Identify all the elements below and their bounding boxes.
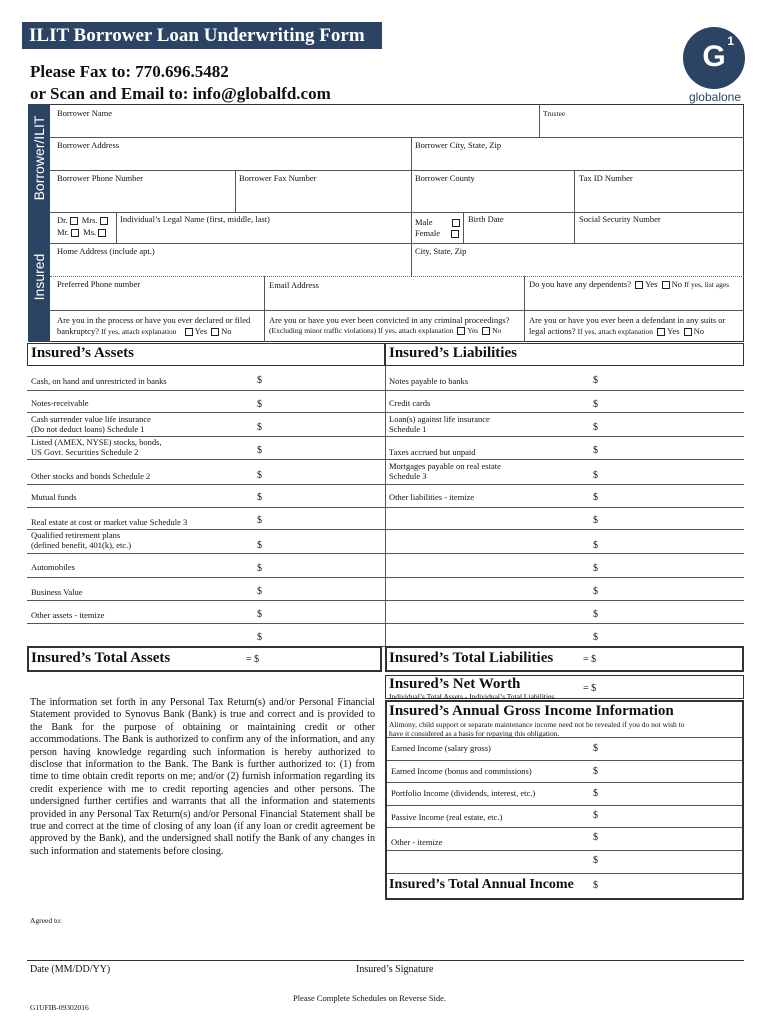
divider [387,850,742,851]
liability-mortgages-2: Schedule 3 [389,471,427,481]
liability-dollar[interactable]: $ [593,375,598,386]
income-dollar[interactable]: $ [593,810,598,821]
divider [411,137,412,170]
trustee-label[interactable]: Trustee [543,109,566,118]
divider [385,366,386,646]
logo-sub: 1 [727,34,734,48]
side-label-insured-text: Insured [31,253,47,301]
title-mrs: Mrs. [81,215,98,225]
bankruptcy-no-checkbox[interactable] [211,328,219,336]
convicted-question-line2 [269,326,501,335]
net-worth-formula: Individual’s Total Assets - Individual’s Total Liabilities [389,692,555,701]
income-dollar[interactable]: $ [593,766,598,777]
form-title: ILIT Borrower Loan Underwriting Form [22,22,382,49]
asset-listed-stocks-2: US Govt. Securities Schedule 2 [31,447,139,457]
divider [387,873,742,874]
defendant-question-line2 [529,326,704,336]
female-label: Female [415,228,441,238]
convicted-text: (Excluding minor traffic violations) [269,326,377,335]
title-mr: Mr. [57,227,70,237]
total-assets-label: Insured’s Total Assets [31,650,171,666]
date-label: Date (MM/DD/YY) [30,964,111,975]
asset-dollar[interactable]: $ [257,375,262,386]
asset-business-value: Business Value [31,587,83,597]
bankruptcy-question-line1: Are you in the process or have you ever declared or filed [57,315,251,325]
divider [411,212,412,276]
income-portfolio: Portfolio Income (dividends, interest, etc.) [391,788,536,798]
defendant-no-label: No [693,326,705,336]
asset-other: Other assets - itemize [31,610,105,620]
borrower-city-label[interactable]: Borrower City, State, Zip [415,140,502,150]
disclosure-paragraph: The information set forth in any Personal Tax Return(s) and/or Personal Financial Statement provided to Synovus Bank (Bank) is true and correct and is provided to the Bank for the purpose of obtaining or maintaining credit or other accommodations. The Bank is authorized to confirm any of the information, and any person having knowledge regarding such information is hereby authorized to disclose that information to the Bank. The Bank is further authorized to: (1) from time to time obtain credit reports on me; and/or (2) furnish information regarding its credit experience with me to credit reporting agencies and other persons. The undersigned further certifies and warrants that all the information and statements provided in any Personal Tax Return(s) and/or Personal Financial Statement shall be true and correct at the time of closing of any loan (if any loan or credit agreement be approved by the Bank), and the undersigned shall notify the Bank of any changes in such information and statements before closing. [30,697,375,857]
income-dollar[interactable]: $ [593,743,598,754]
income-dollar[interactable]: $ [593,855,598,866]
liability-dollar[interactable]: $ [593,540,598,551]
convicted-explain: If yes, attach explanation [378,326,454,335]
female-option [415,228,461,238]
defendant-explain: If yes, attach explanation [577,327,654,336]
liability-dollar[interactable]: $ [593,445,598,456]
convicted-no-label: No [492,326,502,335]
title-ms: Ms. [83,227,97,237]
borrower-county-label[interactable]: Borrower County [415,173,475,183]
title-dr-mrs [57,215,110,225]
income-passive: Passive Income (real estate, etc.) [391,812,503,822]
divider [411,170,412,212]
mrs-checkbox[interactable] [100,217,108,225]
divider [50,276,744,277]
dependents-note: If yes, list ages [684,280,730,289]
male-checkbox[interactable] [452,219,460,227]
borrower-name-label[interactable]: Borrower Name [57,108,112,118]
liability-dollar[interactable]: $ [593,586,598,597]
title-mr-ms [57,227,108,237]
total-liabilities-value[interactable]: = $ [583,654,597,665]
borrower-fax-label[interactable]: Borrower Fax Number [239,173,317,183]
insured-city-label[interactable]: City, State, Zip [415,246,467,256]
liability-dollar[interactable]: $ [593,632,598,643]
asset-cash-surrender-2: (Do not deduct loans) Schedule 1 [31,424,145,434]
divider [574,212,575,243]
divider [50,243,744,244]
divider [387,805,742,806]
bankruptcy-no-label: No [221,326,232,336]
form-code: G1UFIB-09302016 [30,1003,89,1012]
logo-text: globalone [688,90,742,104]
reverse-side-note: Please Complete Schedules on Reverse Side. [293,993,446,1003]
legal-name-label[interactable]: Individual’s Legal Name (first, middle, last) [120,214,270,224]
asset-mutual-funds: Mutual funds [31,492,77,502]
fax-instructions: Please Fax to: 770.696.5482 [30,62,229,81]
side-label-borrower-text: Borrower/ILIT [31,115,47,201]
asset-real-estate: Real estate at cost or market value Schedule 3 [31,517,188,527]
divider [574,170,575,212]
liability-dollar[interactable]: $ [593,563,598,574]
income-earned-bonus: Earned Income (bonus and commissions) [391,766,532,776]
divider [524,276,525,342]
liability-mortgages: Mortgages payable on real estate [389,461,501,471]
liability-taxes: Taxes accrued but unpaid [389,447,476,457]
bankruptcy-explain: If yes, attach explanation [101,327,177,336]
asset-dollar[interactable]: $ [257,540,262,551]
asset-listed-stocks: Listed (AMEX, NYSE) stocks, bonds, [31,437,162,447]
preferred-phone-label[interactable]: Preferred Phone number [57,279,141,289]
convicted-yes-checkbox[interactable] [457,327,465,335]
asset-cash-surrender: Cash surrender value life insurance [31,414,151,424]
borrower-phone-label[interactable]: Borrower Phone Number [57,173,143,183]
defendant-yes-label: Yes [667,326,680,336]
liability-dollar[interactable]: $ [593,470,598,481]
liability-other: Other liabilities - itemize [389,492,475,502]
bankruptcy-yes-checkbox[interactable] [185,328,193,336]
male-option [415,217,462,227]
signature-label: Insured’s Signature [356,964,434,975]
email-address-label[interactable]: Email Address [269,280,319,290]
total-income-label: Insured’s Total Annual Income [389,877,574,892]
male-label: Male [415,217,433,227]
email-instructions: or Scan and Email to: info@globalfd.com [30,84,331,103]
income-dollar[interactable]: $ [593,832,598,843]
liability-dollar[interactable]: $ [593,399,598,410]
assets-heading: Insured’s Assets [31,345,134,361]
bankruptcy-yes-label: Yes [194,326,208,336]
agreed-to-label: Agreed to: [30,916,62,925]
asset-retirement-2: (defined benefit, 401(k), etc.) [31,540,132,550]
liability-life-loans-2: Schedule 1 [389,424,427,434]
home-address-label[interactable]: Home Address (include apt.) [57,246,155,256]
asset-dollar[interactable]: $ [257,422,262,433]
divider [387,737,742,738]
divider [50,170,744,171]
asset-dollar[interactable]: $ [257,492,262,503]
side-label-insured [28,212,50,342]
dependents-no-checkbox[interactable] [662,281,670,289]
ssn-label[interactable]: Social Security Number [579,214,661,224]
mr-checkbox[interactable] [71,229,79,237]
net-worth-value[interactable]: = $ [583,683,597,694]
asset-dollar[interactable]: $ [257,632,262,643]
convicted-yes-label: Yes [467,326,479,335]
defendant-no-checkbox[interactable] [684,328,692,336]
convicted-no-checkbox[interactable] [482,327,490,335]
liabilities-heading: Insured’s Liabilities [389,345,517,361]
liability-dollar[interactable]: $ [593,515,598,526]
income-other: Other - itemize [391,837,443,847]
dependents-yes-checkbox[interactable] [635,281,643,289]
asset-dollar[interactable]: $ [257,609,262,620]
divider [539,104,540,137]
ms-checkbox[interactable] [98,229,106,237]
birth-date-label[interactable]: Birth Date [468,214,504,224]
asset-automobiles: Automobiles [31,562,75,572]
income-earned-salary: Earned Income (salary gross) [391,743,491,753]
bankruptcy-text: bankruptcy? [57,326,100,336]
income-note-2: have it considered as a basis for repaying this obligation. [389,729,560,738]
total-income-value[interactable]: $ [593,880,598,891]
bankruptcy-question-line2 [57,326,232,336]
dependents-no-label: No [671,279,682,289]
divider [235,170,236,212]
defendant-yes-checkbox[interactable] [657,328,665,336]
divider [387,782,742,783]
title-dr: Dr. [57,215,68,225]
asset-cash: Cash, on hand and unrestricted in banks [31,376,167,386]
side-label-borrower [28,104,50,212]
divider [387,827,742,828]
defendant-question-line1: Are you or have you ever been a defendant in any suits or [529,315,726,325]
dr-checkbox[interactable] [70,217,78,225]
divider [264,276,265,342]
liability-notes-payable: Notes payable to banks [389,376,469,386]
liability-life-loans: Loan(s) against life insurance [389,414,490,424]
asset-retirement: Qualified retirement plans [31,530,121,540]
liability-dollar[interactable]: $ [593,492,598,503]
liability-credit-cards: Credit cards [389,398,431,408]
convicted-question-line1: Are you or have you ever been convicted in any criminal proceedings? [269,315,510,325]
total-liabilities-label: Insured’s Total Liabilities [389,650,554,666]
dependents-question [529,279,729,289]
asset-dollar[interactable]: $ [257,515,262,526]
logo-mark: G [702,40,726,73]
divider [387,760,742,761]
asset-dollar[interactable]: $ [257,586,262,597]
income-heading: Insured’s Annual Gross Income Information [389,703,674,719]
signature-line[interactable] [27,960,744,961]
income-note-1: Alimony, child support or separate maintenance income need not be revealed if you do not wish to [389,720,685,729]
divider [116,212,117,243]
income-dollar[interactable]: $ [593,788,598,799]
divider [50,137,744,138]
asset-dollar[interactable]: $ [257,563,262,574]
total-assets-value[interactable]: = $ [246,654,260,665]
asset-dollar[interactable]: $ [257,399,262,410]
borrower-address-label[interactable]: Borrower Address [57,140,120,150]
asset-dollar[interactable]: $ [257,470,262,481]
globalone-logo-icon [683,27,745,89]
liability-dollar[interactable]: $ [593,609,598,620]
defendant-text: legal actions? [529,326,576,336]
asset-dollar[interactable]: $ [257,445,262,456]
divider [463,212,464,243]
female-checkbox[interactable] [451,230,459,238]
asset-other-stocks: Other stocks and bonds Schedule 2 [31,471,151,481]
divider [50,310,744,311]
asset-notes-receivable: Notes-receivable [31,398,89,408]
tax-id-label[interactable]: Tax ID Number [579,173,633,183]
dependents-text: Do you have any dependents? [529,279,631,289]
dependents-yes-label: Yes [645,279,658,289]
net-worth-label: Insured’s Net Worth [389,676,521,692]
divider [50,212,744,213]
liability-dollar[interactable]: $ [593,422,598,433]
